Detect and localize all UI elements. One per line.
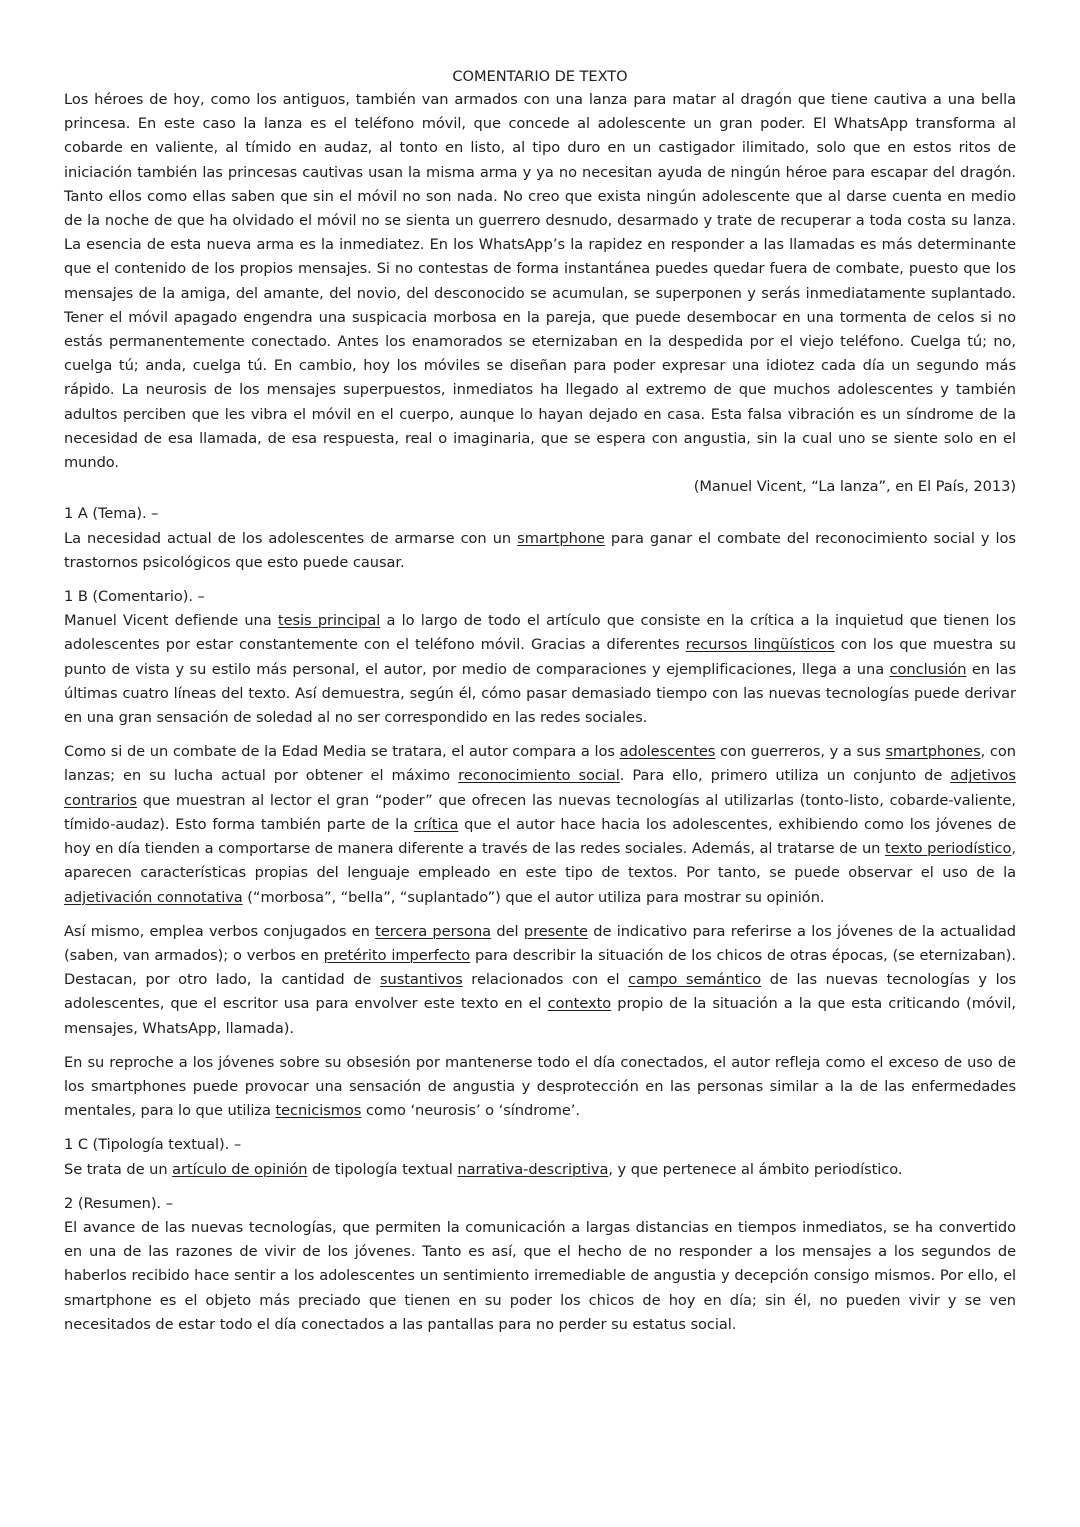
underlined-term: texto periodístico [885,840,1012,858]
text-run: con guerreros, y a sus [715,743,886,761]
underlined-term: tercera persona [375,922,492,940]
section-heading: 1 C (Tipología textual). – [64,1136,242,1154]
text-run: (“morbosa”, “bella”, “suplantado”) que el autor utiliza para mostrar su opinión. [242,888,825,906]
text-run: . Para ello, primero utiliza un conjunto de [619,767,951,785]
underlined-term: presente [523,922,588,940]
text-run: Como si de un combate de la Edad Media se tratara, el autor compara a los [64,743,620,761]
section-heading: 1 B (Comentario). – [64,588,205,606]
text-run: Se trata de un [64,1160,173,1178]
comentario-paragraph-3 [64,920,1016,1041]
section-heading: 2 (Resumen). – [64,1194,173,1212]
text-run: para describir la situación de los chicos de otras épocas, (se eternizaban). Destacan, por otro lado, la cantidad de [64,946,1016,989]
section-resumen [64,1192,1016,1337]
section-comentario [64,585,1016,1123]
text-run: propio de la situación a la que esta criticando (móvil, mensajes, WhatsApp, llamada). [64,995,1016,1037]
underlined-term: adjetivación connotativa [64,888,243,906]
comentario-paragraph-4 [64,1051,1016,1124]
text-run: que muestran al lector el gran “poder” que ofrecen las nuevas tecnologías al utilizarlas (tonto-listo, cobarde-valiente, tímido-audaz). Esto forma también parte de la [64,791,1016,833]
comentario-paragraph-1 [64,609,1016,730]
text-run: , aparecen características propias del lenguaje empleado en este tipo de textos. Por tanto, se puede observar el uso de la [64,840,1016,882]
text-run: La necesidad actual de los adolescentes de armarse con un [64,529,518,547]
comentario-paragraph-2 [64,740,1016,909]
source-text: Los héroes de hoy, como los antiguos, también van armados con una lanza para matar al dragón que tiene cautiva a una bella princesa. En este caso la lanza es el teléfono móvil, que concede al adolescente un gran poder. El WhatsApp transforma al cobarde en valiente, al tímido en audaz, al tonto en listo, al tipo duro en un castigador ilimitado, solo que en estos ritos de iniciación también las princesas cautivas usan la misma arma y ya no necesitan ayuda de ningún héroe para escapar del dragón. Tanto ellos como ellas saben que sin el móvil no son nada. No creo que exista ningún adolescente que al darse cuenta en medio de la noche de que ha olvidado el móvil no se sienta un guerrero desnudo, desarmado y trate de recuperar a toda costa su lanza. La esencia de esta nueva arma es la inmediatez. En los WhatsApp’s la rapidez en responder a las llamadas es más determinante que el contenido de los propios mensajes. Si no contestas de forma instantánea puedes quedar fuera de combate, puesto que los mensajes de la amiga, del amante, del novio, del desconocido se acumulan, se superponen y serás inmediatamente suplantado. Tener el móvil apagado engendra una suspicacia morbosa en la pareja, que puede desembocar en una tormenta de celos si no estás permanentemente conectado. Antes los enamorados se eternizaban en la despedida por el viejo teléfono. Cuelga tú; no, cuelga tú; anda, cuelga tú. En cambio, hoy los móviles se diseñan para poder expresar una idiotez cada día un segundo más rápido. La neurosis de los mensajes superpuestos, inmediatos ha llegado al extremo de que muchos adolescentes y también adultos perciben que les vibra el móvil en el cuerpo, aunque lo hayan dejado en casa. Esta falsa vibración es un síndrome de la necesidad de esa llamada, de esa respuesta, real o imaginaria, que se espera con angustia, sin la cual uno se siente solo en el mundo. [64,91,1016,472]
underlined-term: pretérito imperfecto [323,946,471,964]
underlined-term: narrativa-descriptiva [457,1160,609,1178]
text-run: Manuel Vicent defiende una [64,612,278,630]
text-run: a lo largo de todo el artículo que consiste en la crítica a la inquietud que tienen los adolescentes por estar constantemente con el teléfono móvil. Gracias a diferentes [64,612,1016,654]
text-run: En su reproche a los jóvenes sobre su obsesión por mantenerse todo el día conectados, el autor refleja como el exceso de uso de los smartphones puede provocar una sensación de angustia y desprotección en las personas similar a la de las enfermedades mentales, para lo que utiliza [64,1053,1016,1120]
text-run: Así mismo, emplea verbos conjugados en [64,922,376,940]
underlined-term: crítica [413,815,459,833]
underlined-term: reconocimiento social [458,767,620,785]
text-run: , con lanzas; en su lucha actual por obtener el máximo [64,743,1016,785]
underlined-term: adjetivos contrarios [64,767,1016,809]
underlined-term: sustantivos [379,971,463,989]
text-run: con los que muestra su punto de vista y su estilo más personal, el autor, por medio de comparaciones y ejemplificaciones, llega a una [64,636,1016,678]
text-run: de tipología textual [307,1160,458,1178]
text-run: en las últimas cuatro líneas del texto. Así demuestra, según él, cómo pasar demasiado tiempo con las nuevas tecnologías puede derivar en una gran sensación de soledad al no ser correspondido en las redes sociales. [64,660,1017,727]
section-tema [64,502,1016,575]
underlined-term: conclusión [889,660,967,678]
resumen-paragraph: El avance de las nuevas tecnologías, que permiten la comunicación a largas distancias en tiempos inmediatos, se ha convertido en una de las razones de vivir de los jóvenes. Tanto es así, que el hecho de no responder a los mensajes a los segundos de haberlos recibido hace sentir a los adolescentes un sentimiento irremediable de angustia y decepción consigo mismos. Por ello, el smartphone es el objeto más preciado que tienen en su poder los chicos de hoy en día; sin él, no pueden vivir y se ven necesitados de estar todo el día conectados a las pantallas para no perder su estatus social. [64,1218,1016,1333]
underlined-term: tesis principal [277,612,381,630]
section-tipologia [64,1133,1016,1181]
text-run: , y que pertenece al ámbito periodístico. [608,1160,903,1178]
text-run: de las nuevas tecnologías y los adolescentes, que el escritor usa para envolver este texto en el [64,971,1017,1013]
text-run: de indicativo para referirse a los jóvenes de la actualidad (saben, van armados); o verbos en [64,922,1016,964]
underlined-term: adolescentes [619,743,716,761]
tipologia-paragraph [64,1158,1016,1182]
underlined-term: recursos lingüísticos [685,636,835,654]
text-run: para ganar el combate del reconocimiento social y los trastornos psicológicos que esto puede causar. [64,529,1016,571]
underlined-term: artículo de opinión [172,1160,308,1178]
text-run: relacionados con el [462,971,629,989]
text-run: del [491,922,524,940]
document-title: COMENTARIO DE TEXTO [452,68,628,85]
underlined-term: smartphone [517,529,605,547]
underlined-term: smartphones [885,743,981,761]
underlined-term: contexto [547,995,612,1013]
section-heading: 1 A (Tema). – [64,505,159,523]
text-run: como ‘neurosis’ o ‘síndrome’. [361,1102,580,1120]
underlined-term: tecnicismos [275,1102,362,1120]
underlined-term: campo semántico [628,971,762,989]
citation: (Manuel Vicent, “La lanza”, en El País, 2013) [693,478,1016,496]
text-run: que el autor hace hacia los adolescentes, exhibiendo como los jóvenes de hoy en día tienden a comportarse de manera diferente a través de las redes sociales. Además, al tratarse de un [64,815,1017,858]
tema-paragraph [64,527,1016,575]
